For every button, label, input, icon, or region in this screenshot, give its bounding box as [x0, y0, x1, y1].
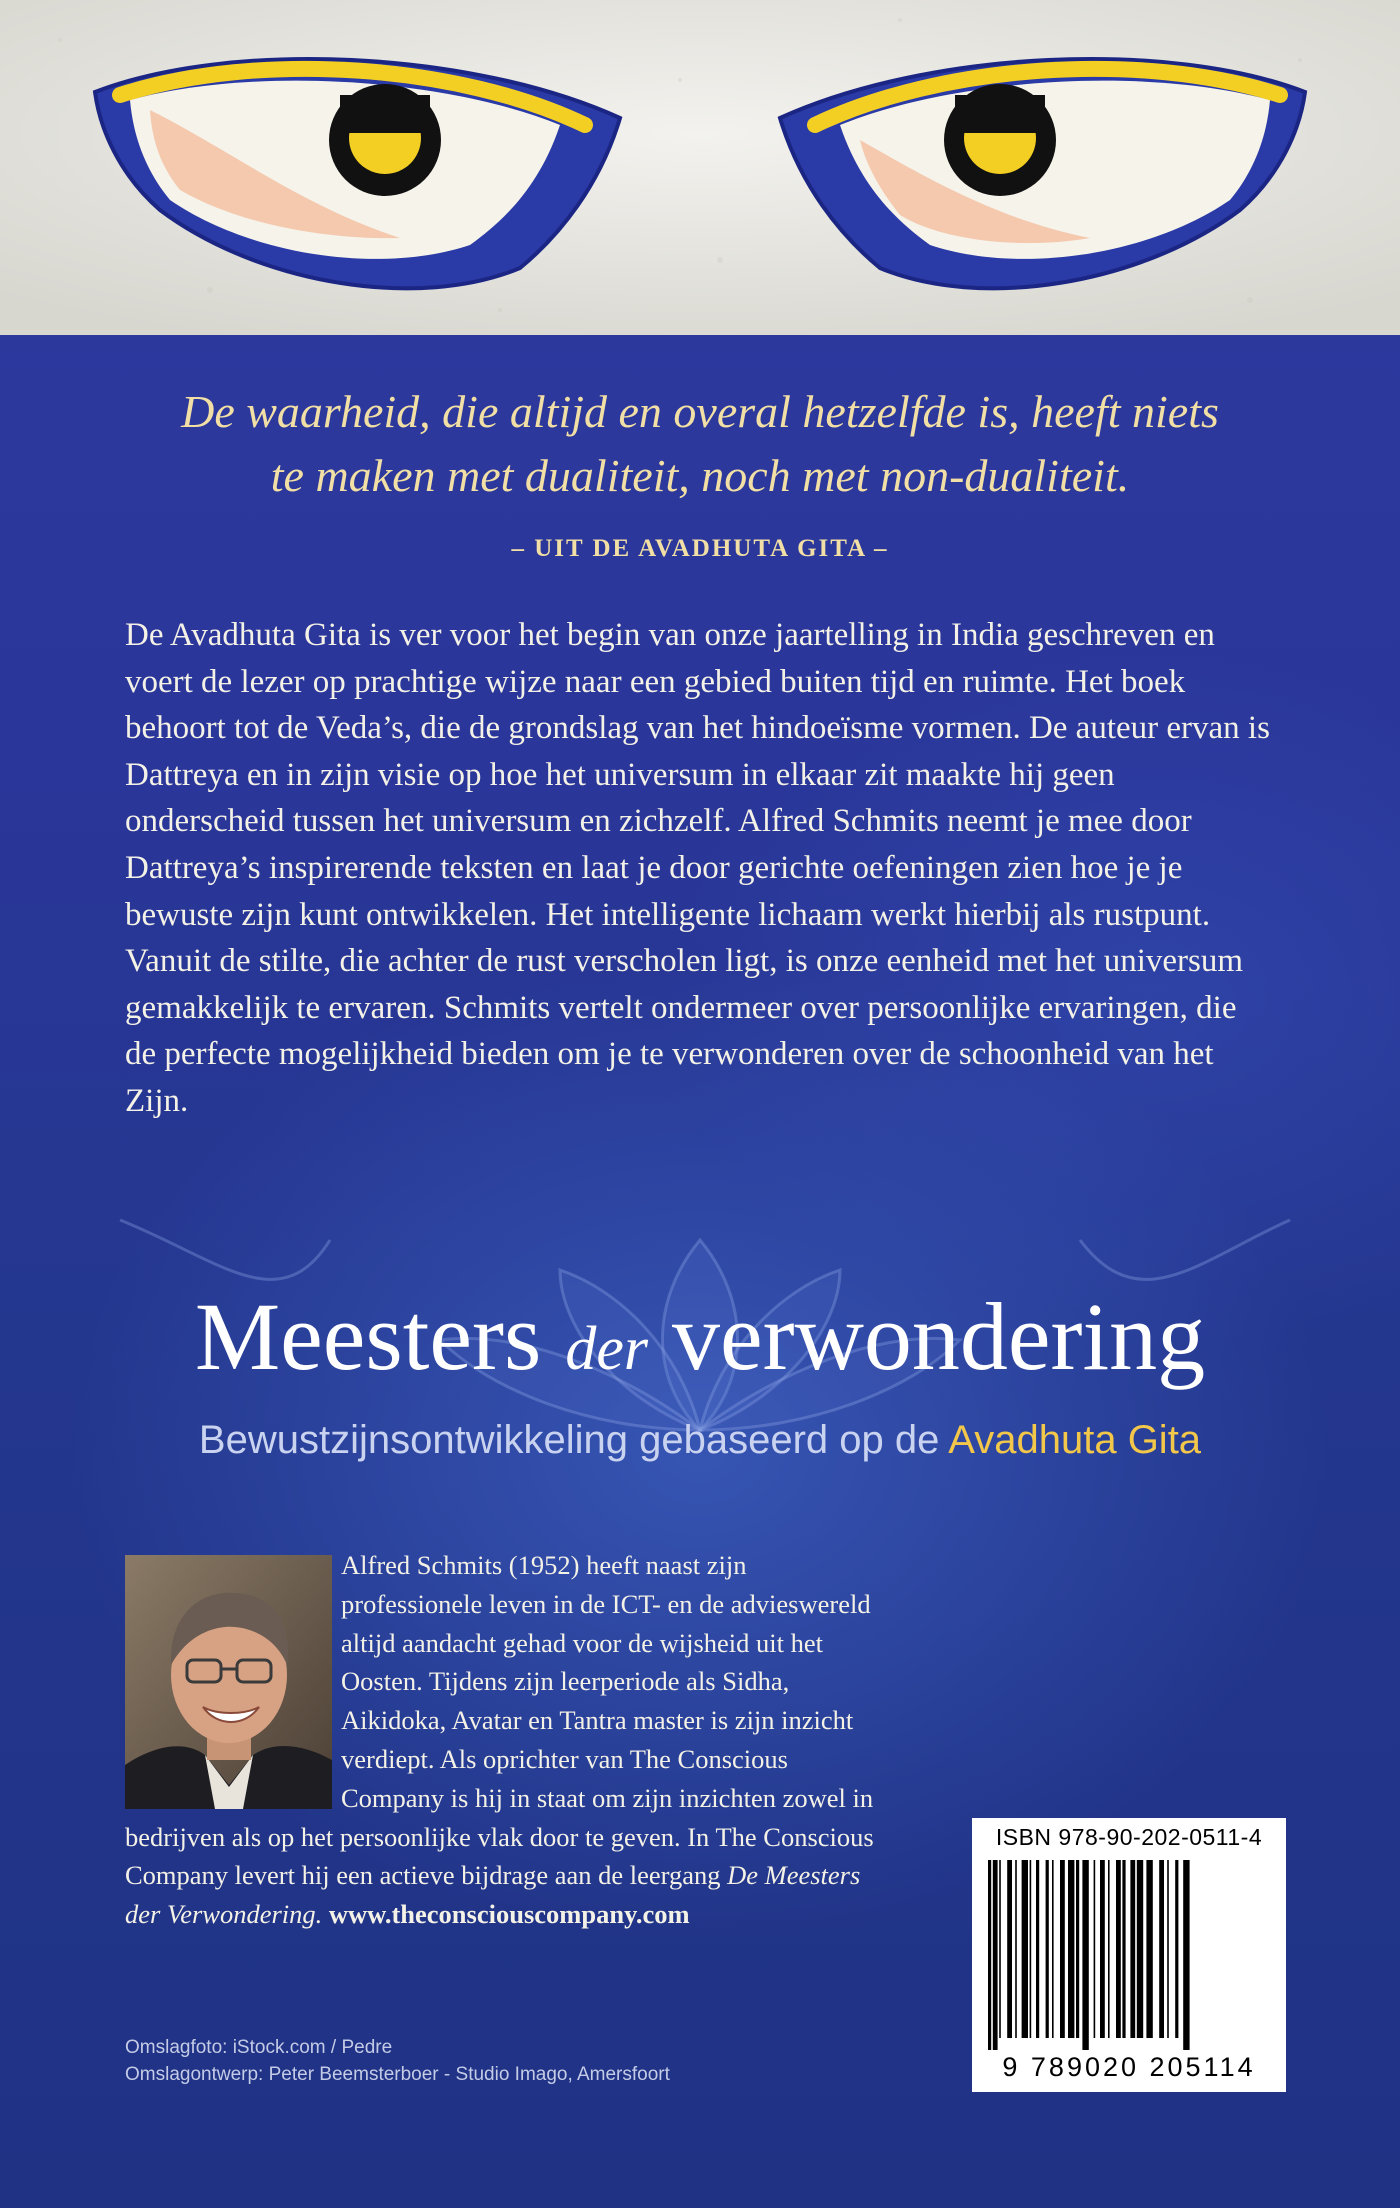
isbn-label: ISBN 978-90-202-0511-4 [995, 1824, 1263, 1850]
subtitle-main: Bewustzijnsontwikkeling gebaseerd op de [198, 1418, 940, 1462]
book-description: De Avadhuta Gita is ver voor het begin van onze jaartelling in India geschreven en voert de lezer op prachtige wijze naar een gebied buiten tijd en ruimte. Het boek behoort tot de Veda’s, die de grondslag van het hindoeïsme vormen. De auteur ervan is Dattreya en in zijn visie op hoe het universum in elkaar zit maakte hij geen onderscheid tussen het universum en zichzelf. Alfred Schmits neemt je mee door Dattreya’s inspirerende teksten en laat je door gerichte oefeningen zien hoe je je bewuste zijn kunt ontwikkelen. Het intelligente lichaam werkt hierbij als rustpunt. Vanuit de stilte, die achter de rust verscholen ligt, is onze eenheid met het universum gemakkelijk te ervaren. Schmits vertelt ondermeer over persoonlijke ervaringen, die de perfecte mogelijkheid bieden om je te verwonderen over de schoonheid van het Zijn. [125, 617, 1270, 1119]
barcode-bar [1100, 1860, 1105, 2038]
title-part-3: verwondering [672, 1283, 1206, 1390]
barcode-bar [1094, 1860, 1096, 2038]
barcode-bar [1007, 1860, 1012, 2038]
title-part-1: Meesters [194, 1283, 542, 1390]
quote-line-1: De waarheid, die altijd en overal hetzelfde is, heeft niets [181, 386, 1219, 437]
barcode-bar [1130, 1860, 1135, 2038]
barcode-bar [1076, 1860, 1079, 2038]
bio-website-link[interactable]: www.theconsciouscompany.com [328, 1899, 690, 1930]
barcode-bar [1146, 1860, 1152, 2038]
barcode-bar [1068, 1860, 1074, 2038]
barcode-bar [1183, 1860, 1189, 2050]
buddha-eyes-image [0, 0, 1400, 335]
barcode-bars-icon [984, 1860, 1274, 2050]
barcode-bar [1122, 1860, 1125, 2038]
barcode-bar [1036, 1860, 1039, 2038]
design-credit: Omslagontwerp: Peter Beemsterboer - Studio Imago, Amersfoort [125, 2064, 670, 2085]
barcode-bar [1116, 1860, 1121, 2038]
book-subtitle [0, 1418, 1400, 1463]
isbn-barcode [972, 1818, 1286, 2092]
barcode-bar [1167, 1860, 1169, 2038]
barcode-bar [1030, 1860, 1032, 2038]
quote-source: – UIT DE AVADHUTA GITA – [511, 535, 889, 562]
barcode-bar [1052, 1860, 1054, 2038]
barcode-bar [1082, 1860, 1088, 2050]
barcode-bar [988, 1860, 991, 2050]
epigraph-quote [120, 380, 1280, 508]
quote-line-2: te maken met dualiteit, noch met non-dualiteit. [270, 450, 1130, 501]
barcode-bar [1159, 1860, 1164, 2038]
subtitle-accent: Avadhuta Gita [948, 1418, 1202, 1462]
title-part-2: der [565, 1315, 649, 1383]
photo-credit: Omslagfoto: iStock.com / Pedre [125, 2037, 393, 2058]
barcode-bar [1060, 1860, 1065, 2038]
barcode-bar [999, 1860, 1001, 2038]
bio-course-title: De Meesters der Verwondering. [125, 1860, 861, 1930]
barcode-bar [1175, 1860, 1178, 2038]
barcode-bar [1137, 1860, 1143, 2038]
barcode-digits: 9 789020 205114 [1002, 2052, 1256, 2082]
barcode-bar [1108, 1860, 1110, 2038]
author-bio [125, 1546, 885, 1934]
bio-text: Alfred Schmits (1952) heeft naast zijn professionele leven in de ICT- en de advieswereld altijd aandacht gehad voor de wijsheid uit het Oosten. Tijdens zijn leerperiode als Sidha, Aikidoka, Avatar en Tantra master is zijn inzicht verdiept. Als oprichter van The Conscious Company is hij in staat om zijn inzichten zowel in bedrijven als op het persoonlijke vlak door te geven. In The Conscious Company levert hij een actieve bijdrage aan de leergang [125, 1550, 874, 1891]
barcode-bar [993, 1860, 998, 2050]
barcode-bar [1046, 1860, 1049, 2038]
barcode-bar [1015, 1860, 1017, 2038]
book-title [0, 1282, 1400, 1404]
photo-spacer [125, 1546, 341, 1808]
cover-credits [125, 2034, 825, 2088]
barcode-bar [1022, 1860, 1028, 2038]
